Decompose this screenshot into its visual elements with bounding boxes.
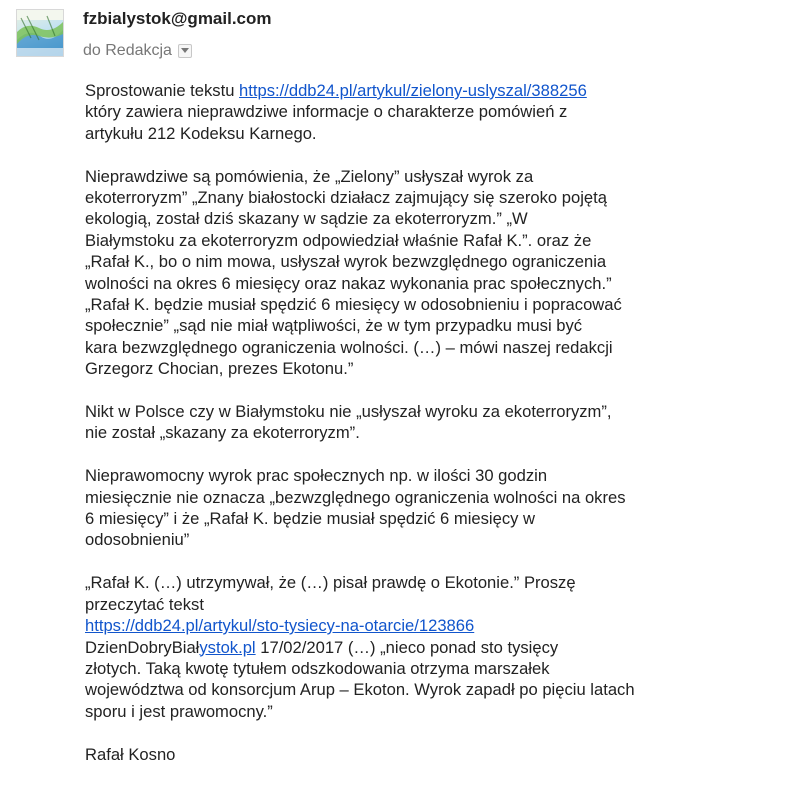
recipient-details-button[interactable] — [178, 44, 192, 58]
recipient-row — [83, 42, 192, 60]
message-text: 17/02/2017 (…) „nieco ponad sto tysięcy złotych. Taką kwotę tytułem odszkodowania otrzyma marszałek województwa od konsorcjum Arup – Ekoton. Wyrok zapadł po pięciu latach sporu i jest prawomocny.” — [85, 637, 635, 721]
message-link[interactable]: https://ddb24.pl/artykul/zielony-uslyszal/388256 — [239, 81, 587, 100]
message-paragraph — [85, 80, 785, 144]
message-text: Nieprawomocny wyrok prac społecznych np. w ilości 30 godzin miesięcznie nie oznacza „bezwzględnego ograniczenia wolności na okres 6 miesięcy” i że „Rafał K. będzie musiał spędzić 6 miesięcy w odosobnieniu” — [85, 466, 626, 550]
message-paragraph — [85, 465, 785, 551]
message-text: Sprostowanie tekstu — [85, 81, 240, 100]
message-text: który zawiera nieprawdziwe informacje o charakterze pomówień z artykułu 212 Kodeksu Karnego. — [85, 102, 568, 143]
message-paragraphs — [85, 80, 785, 722]
recipient-label: do Redakcja — [83, 42, 172, 59]
message-paragraph — [85, 166, 785, 380]
avatar-logo-icon — [17, 10, 63, 56]
signature: Rafał Kosno — [85, 744, 176, 764]
chevron-down-icon — [181, 48, 189, 54]
message-link[interactable]: ystok.pl — [199, 637, 256, 657]
message-text: Nieprawdziwe są pomówienia, że „Zielony” usłyszał wyrok za ekoterroryzm” „Znany białostocki działacz zajmujący się szeroko pojętą ekologią, został dziś skazany w sądzie za ekoterroryzm.” „W Białymstoku za ekoterroryzm odpowiedział właśnie Rafał K.”. oraz że „Rafał K., bo o nim mowa, usłyszał wyrok bezwzględnego ograniczenia wolności na okres 6 miesięcy oraz nakaz wykonania prac społecznych.” „Rafał K. będzie musiał spędzić 6 miesięcy w odosobnieniu i popracować społecznie” „sąd nie miał wątpliwości, że w tym przypadku musi być kara bezwzględnego ograniczenia wolności. (…) – mówi naszej redakcji Grzegorz Chocian, prezes Ekotonu.” — [85, 166, 622, 379]
message-body — [85, 80, 785, 765]
message-text: „Rafał K. (…) utrzymywał, że (…) pisał prawdę o Ekotonie.” Proszę przeczytać tekst — [85, 573, 576, 614]
sender-address: fzbialystok@gmail.com — [83, 9, 272, 28]
sender-avatar[interactable] — [16, 9, 64, 57]
message-paragraph — [85, 572, 785, 722]
message-text: DzienDobryBiał — [85, 637, 200, 657]
message-link[interactable]: https://ddb24.pl/artykul/sto-tysiecy-na-otarcie/123866 — [85, 616, 475, 636]
message-paragraph — [85, 401, 785, 444]
message-text: Nikt w Polsce czy w Białymstoku nie „usłyszał wyroku za ekoterroryzm”, nie został „skazany za ekoterroryzm”. — [85, 402, 612, 443]
